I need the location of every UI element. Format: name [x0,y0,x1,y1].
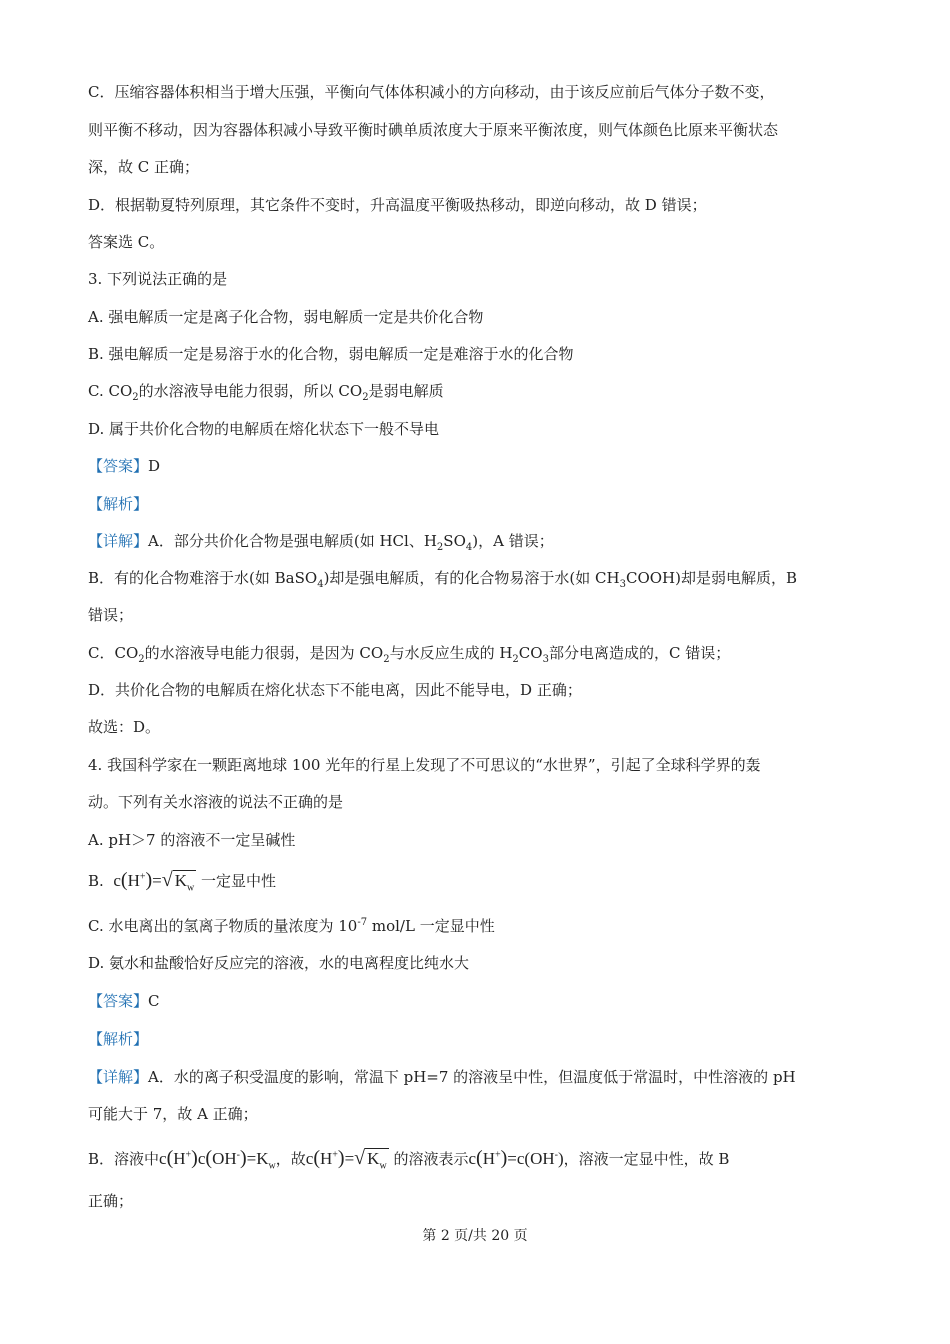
q4-option-c [88,916,495,936]
answer-tag: 【答案】 [88,992,149,1010]
q3-answer [88,456,160,476]
q4-detail-b [88,1147,730,1172]
q4-option-a: A. pH＞7 的溶液不一定呈碱性 [88,831,296,849]
answer-tag: 【答案】 [88,457,149,475]
q4-opt-b-prefix: B. [88,872,104,890]
q4-detail-a-cont: 可能大于 7，故 A 正确； [88,1105,258,1123]
detail-tag: 【详解】 [88,1068,149,1086]
q3-detail-a-part2: SO [443,532,466,550]
q4-analysis-tag: 【解析】 [88,1030,149,1048]
q4-detail-b-part4: ，溶液一定显中性，故 B [563,1150,730,1168]
formula-c-h-eq-sqrt-kw-2: c(H+)=√ $K_w$ [305,1147,387,1172]
q3-detail-c-part5: 部分电离造成的，C 错误； [548,644,731,662]
q3-stem: 3. 下列说法正确的是 [88,270,228,288]
q3-opt-c-part2: 的水溶液导电能力很弱，所以 CO [138,382,363,400]
detail-tag: 【详解】 [88,532,149,550]
q3-detail-c-part2: 的水溶液导电能力很弱，是因为 CO [144,644,384,662]
q2-answer-line: 答案选 C。 [88,233,165,251]
q4-stem-line2: 动。下列有关水溶液的说法不正确的是 [88,793,344,811]
q3-detail-a-part1: A．部分共价化合物是强电解质(如 HCl、H [148,532,437,550]
q3-opt-c-part1: C. CO [88,382,133,400]
q2-c-line3: 深，故 C 正确； [88,158,200,176]
q4-detail-b-cont: 正确； [88,1192,134,1210]
formula-c-h-eq-c-oh: c(H+)=c(OH-) [468,1147,564,1169]
q4-option-b [88,869,277,894]
answer-value: C [148,992,160,1010]
q3-conclusion: 故选：D。 [88,718,161,736]
q4-detail-a [88,1067,796,1087]
q4-detail-b-part1: B．溶液中 [88,1150,160,1168]
q3-detail-d: D．共价化合物的电解质在熔化状态下不能电离，因此不能导电，D 正确； [88,681,582,699]
q3-option-d: D. 属于共价化合物的电解质在熔化状态下一般不导电 [88,420,440,438]
q4-detail-b-part3: 的溶液表示 [393,1150,469,1168]
q3-detail-b-cont: 错误； [88,606,134,624]
q2-c-line1: C．压缩容器体积相当于增大压强，平衡向气体体积减小的方向移动，由于该反应前后气体分子数不变， [88,83,775,101]
q4-opt-c-sup: -7 [357,917,368,928]
answer-value: D [148,457,161,475]
q3-option-c: C. $CO_2$的水溶液导电能力很弱，所以 $CO_2$是弱电解质 [88,382,444,403]
q3-analysis-tag: 【解析】 [88,495,149,513]
q3-detail-c-part1: C．CO [88,644,139,662]
formula-c-h-eq-sqrt-kw: c(H+)=√ $K_w$ [113,869,195,894]
q3-detail-c-part3: 与水反应生成的 H [389,644,513,662]
q3-option-a: A. 强电解质一定是离子化合物，弱电解质一定是共价化合物 [88,308,484,326]
q3-opt-c-part3: 是弱电解质 [368,382,444,400]
q4-answer [88,991,160,1011]
q4-opt-c-part1: C. 水电离出的氢离子物质的量浓度为 10 [88,917,358,935]
q2-d-line: D．根据勒夏特列原理，其它条件不变时，升高温度平衡吸热移动，即逆向移动，故 D 错误； [88,196,707,214]
q4-stem-line1: 4. 我国科学家在一颗距离地球 100 光年的行星上发现了不可思议的“水世界”，引起了全球科学界的轰 [88,756,761,774]
q4-detail-a-part1: A．水的离子积受温度的影响，常温下 pH=7 的溶液呈中性，但温度低于常温时，中性溶液的 pH [148,1068,796,1086]
formula-c-h-c-oh-eq-kw: $c(H^+)c(OH^-)=K_w$ [159,1147,276,1172]
q3-detail-a-part3: )，A 错误； [472,532,554,550]
q4-opt-c-part2: mol/L 一定显中性 [367,917,495,935]
q3-detail-a: 【详解】A．部分共价化合物是强电解质(如 HCl、$H_2SO_4$)，A 错误； [88,532,554,553]
q4-detail-b-part2: ，故 [275,1150,306,1168]
q3-detail-b-part2: )却是强电解质，有的化合物易溶于水(如 CH [323,569,620,587]
q3-detail-c: C．$CO_2$的水溶液导电能力很弱，是因为 $CO_2$与水反应生成的 $H_2CO_3$部分电离造成的，C 错误； [88,644,731,665]
q3-detail-b-part1: B．有的化合物难溶于水(如 BaSO [88,569,318,587]
q4-option-d: D. 氨水和盐酸恰好反应完的溶液，水的电离程度比纯水大 [88,954,470,972]
page-footer: 第 2 页/共 20 页 [422,1228,528,1244]
q3-detail-b: B．有的化合物难溶于水(如 BaSO$_4$)却是强电解质，有的化合物易溶于水(如 $CH_3COOH$)却是弱电解质，B [88,569,798,590]
q2-c-line2: 则平衡不移动，因为容器体积减小导致平衡时碘单质浓度大于原来平衡浓度，则气体颜色比原来平衡状态 [88,121,779,139]
q4-opt-b-suffix: 一定显中性 [201,872,277,890]
q3-detail-b-part3: COOH)却是弱电解质，B [625,569,798,587]
q3-detail-c-part4: CO [518,644,543,662]
q3-option-b: B. 强电解质一定是易溶于水的化合物，弱电解质一定是难溶于水的化合物 [88,345,574,363]
